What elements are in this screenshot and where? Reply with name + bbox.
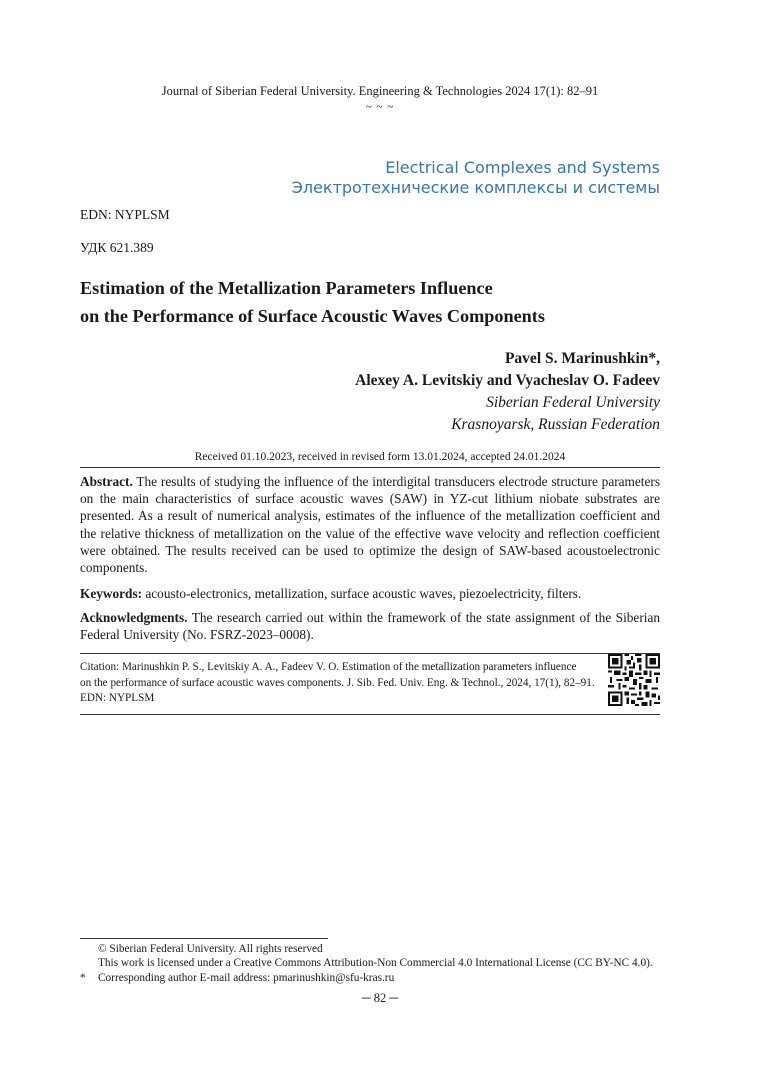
paper-title-line-2: on the Performance of Surface Acoustic Waves Components xyxy=(80,306,545,326)
journal-header: Journal of Siberian Federal University. Engineering & Technologies 2024 17(1): 82–91 xyxy=(161,84,599,98)
abstract xyxy=(80,473,660,576)
section-title-en: Electrical Complexes and Systems xyxy=(385,158,660,177)
edn-code: EDN: NYPLSM xyxy=(80,207,170,222)
footnote-separator xyxy=(80,938,328,939)
header-ornament: ~ ~ ~ xyxy=(365,101,395,113)
paper-title xyxy=(80,274,680,330)
footnote-marker: * xyxy=(80,972,86,984)
qr-code-icon[interactable] xyxy=(608,654,660,706)
divider-citation xyxy=(80,653,660,654)
acknowledgments xyxy=(80,609,660,643)
paper-title-line-1: Estimation of the Metallization Parameters Influence xyxy=(80,278,493,298)
citation-block xyxy=(80,660,600,707)
divider-bottom xyxy=(80,714,660,715)
acknowledgments-text: The research carried out within the framework of the state assignment of the Siberian Federal University (No. FSRZ-2023–0008). xyxy=(80,610,660,643)
footnote-copyright: © Siberian Federal University. All rights reserved xyxy=(98,943,323,955)
keywords xyxy=(80,585,660,602)
section-title-ru: Электротехнические комплексы и системы xyxy=(291,178,660,197)
page-number: ─ 82 ─ xyxy=(361,991,399,1005)
keywords-text: acousto-electronics, metallization, surface acoustic waves, piezoelectricity, filters. xyxy=(145,586,582,601)
abstract-text: The results of studying the influence of the interdigital transducers electrode structure parameters on the main characteristics of surface acoustic waves (SAW) in YZ-cut lithium niobate substrates are presented. As a result of numerical analysis, estimates of the influence of the metallization coefficient and the relative thickness of metallization on the value of the effective wave velocity and reflection coefficient were obtained. The results received can be used to optimize the design of SAW-based acoustoelectronic components. xyxy=(80,474,660,576)
affiliation-location: Krasnoyarsk, Russian Federation xyxy=(451,416,660,433)
acknowledgments-label: Acknowledgments. xyxy=(80,610,188,625)
abstract-label: Abstract. xyxy=(80,474,133,489)
keywords-label: Keywords: xyxy=(80,586,143,601)
authors-block xyxy=(355,348,660,436)
divider-top xyxy=(80,467,660,468)
authors-line-2: Alexey A. Levitskiy and Vyacheslav O. Fadeev xyxy=(355,372,660,389)
affiliation-university: Siberian Federal University xyxy=(486,394,660,411)
udk-code: УДК 621.389 xyxy=(80,240,154,255)
citation-line-3: EDN: NYPLSM xyxy=(80,692,155,704)
citation-line-2: on the performance of surface acoustic waves components. J. Sib. Fed. Univ. Eng. & Technol., 2024, 17(1), 82–91. xyxy=(80,676,595,689)
authors-line-1: Pavel S. Marinushkin*, xyxy=(504,350,660,367)
received-dates: Received 01.10.2023, received in revised form 13.01.2024, accepted 24.01.2024 xyxy=(194,451,566,463)
footnote-corresponding-author: Corresponding author E-mail address: pmarinushkin@sfu-kras.ru xyxy=(98,972,395,984)
citation-line-1: Citation: Marinushkin P. S., Levitskiy A. A., Fadeev V. O. Estimation of the metallization parameters influence xyxy=(80,661,577,673)
footnote-license: This work is licensed under a Creative Commons Attribution-Non Commercial 4.0 International License (CC BY-NC 4.0). xyxy=(98,957,653,969)
